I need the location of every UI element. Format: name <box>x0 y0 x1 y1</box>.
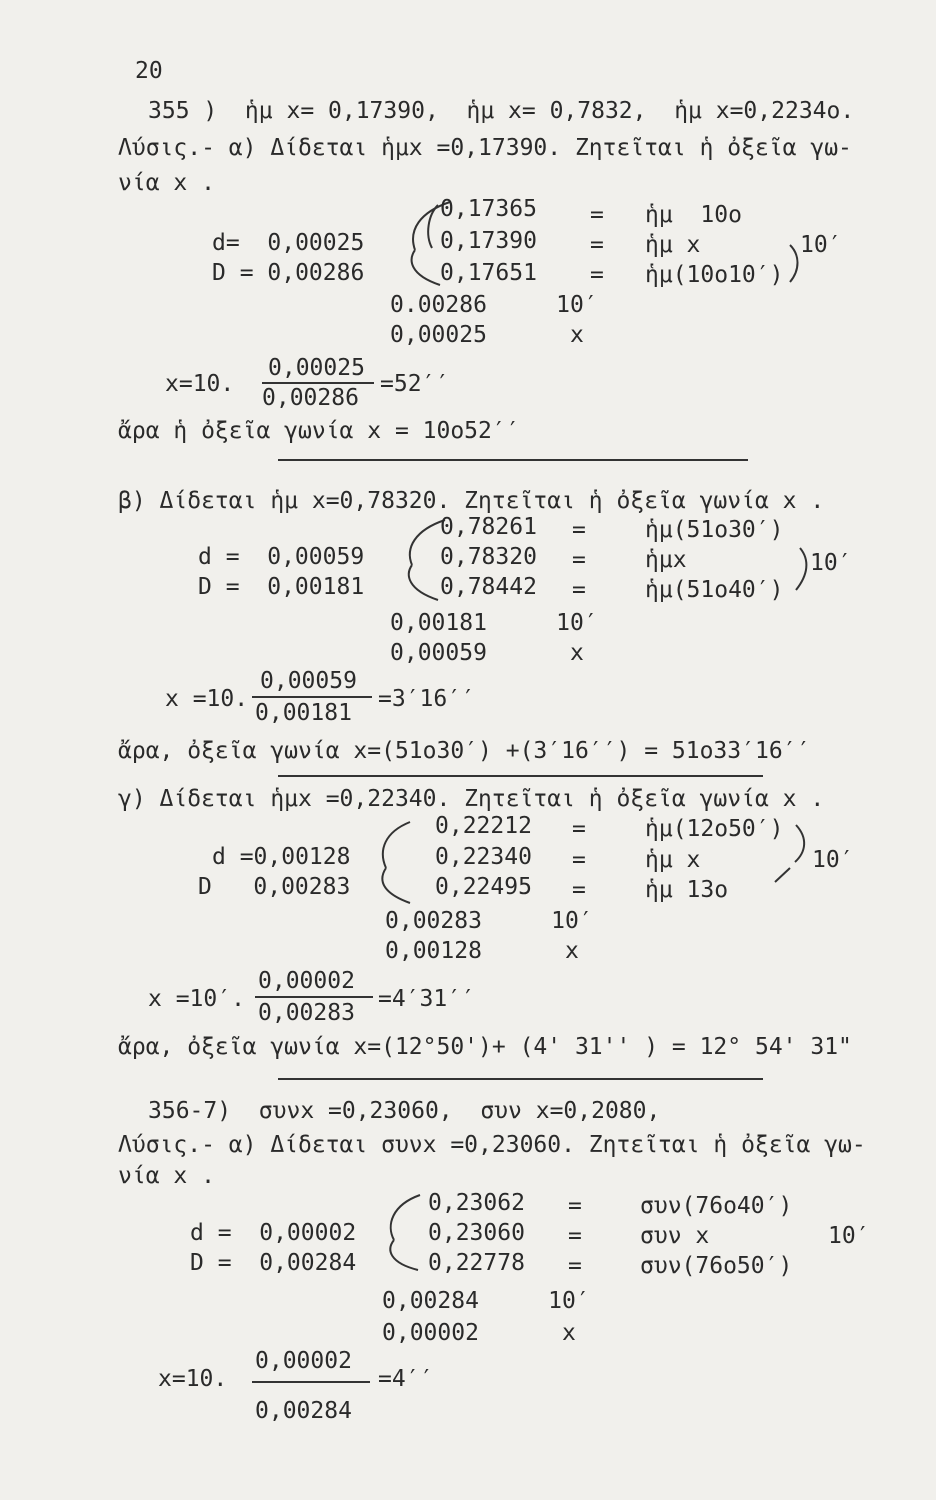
b-conclusion: ἄρα, ὀξεῖα γωνία x=(51ο30′) +(3′16′′) = 51ο33′16′′ <box>118 738 811 764</box>
a-fraction-denominator: 0,00286 <box>262 385 359 411</box>
a-row-1-eq: = <box>590 202 604 228</box>
p356-d-value: d = 0,00002 <box>190 1220 357 1246</box>
p356-row-1-eq: = <box>568 1193 582 1219</box>
a-d-value: d= 0,00025 <box>212 230 365 256</box>
problem-355-heading: 355 ) ἡμ x= 0,17390, ἡμ x= 0,7832, ἡμ x=0,2234ο. <box>148 98 855 124</box>
p356-row-1-value: 0,23062 <box>428 1190 525 1216</box>
problem-355-solution-a: Λύσις.- α) Δίδεται ἡμx =0,17390. Ζητεῖται ἡ ὀξεῖα γω- <box>118 135 852 161</box>
problem-356-solution-a-cont: νία x . <box>118 1163 215 1189</box>
a-row-2-value: 0,17390 <box>440 228 537 254</box>
c-d-value: d =0,00128 <box>212 844 351 870</box>
b-given: β) Δίδεται ἡμ x=0,78320. Ζητεῖται ἡ ὀξεῖα γωνία x . <box>118 488 825 514</box>
a-diff-2: 0,00025 x <box>390 322 584 348</box>
b-fraction-denominator: 0,00181 <box>255 700 352 726</box>
c-D-value: D 0,00283 <box>198 874 351 900</box>
p356-row-2-value: 0,23060 <box>428 1220 525 1246</box>
b-row-3-eq: = <box>572 577 586 603</box>
p356-diff-2: 0,00002 x <box>382 1320 576 1346</box>
b-row-1-value: 0,78261 <box>440 514 537 540</box>
c-row-2-value: 0,22340 <box>435 844 532 870</box>
p356-row-3-value: 0,22778 <box>428 1250 525 1276</box>
a-diff-1: 0.00286 10′ <box>390 292 598 318</box>
a-row-1-fn: ἡμ 10ο <box>645 202 742 228</box>
p356-fraction-numerator: 0,00002 <box>255 1348 352 1374</box>
b-row-1-eq: = <box>572 517 586 543</box>
a-row-1-value: 0,17365 <box>440 196 537 222</box>
a-row-2-eq: = <box>590 232 604 258</box>
a-D-value: D = 0,00286 <box>212 260 365 286</box>
a-row-3-fn: ἡμ(10ο10′) <box>645 262 784 288</box>
problem-356-heading: 356-7) συνx =0,23060, συν x=0,2080, <box>148 1098 661 1124</box>
a-row-3-eq: = <box>590 262 604 288</box>
a-row-2-fn: ἡμ x <box>645 232 701 258</box>
a-conclusion: ἄρα ἡ ὀξεῖα γωνία x = 10ο52′′ <box>118 418 520 444</box>
page-number: 20 <box>135 58 163 84</box>
p356-row-2-eq: = <box>568 1223 582 1249</box>
divider-rule <box>278 459 748 461</box>
p356-D-value: D = 0,00284 <box>190 1250 357 1276</box>
p356-row-3-eq: = <box>568 1253 582 1279</box>
b-interval: 10′ <box>810 550 852 576</box>
c-row-1-fn: ἡμ(12ο50′) <box>645 816 784 842</box>
b-row-3-fn: ἡμ(51ο40′) <box>645 577 784 603</box>
a-interval: 10′ <box>800 232 842 258</box>
p356-interval: 10′ <box>828 1223 870 1249</box>
divider-rule <box>278 775 763 777</box>
problem-356-solution-a: Λύσις.- α) Δίδεται συνx =0,23060. Ζητεῖται ἡ ὀξεῖα γω- <box>118 1132 866 1158</box>
a-x-prefix: x=10. <box>165 371 235 397</box>
b-row-3-value: 0,78442 <box>440 574 537 600</box>
c-row-3-eq: = <box>572 877 586 903</box>
p356-result: =4′′ <box>378 1366 434 1392</box>
c-diff-2: 0,00128 x <box>385 938 579 964</box>
divider-rule <box>278 1078 763 1080</box>
c-row-3-value: 0,22495 <box>435 874 532 900</box>
b-D-value: D = 0,00181 <box>198 574 365 600</box>
a-fraction-bar <box>262 382 374 384</box>
c-diff-1: 0,00283 10′ <box>385 908 593 934</box>
c-row-2-fn: ἡμ x <box>645 847 701 873</box>
b-diff-1: 0,00181 10′ <box>390 610 598 636</box>
b-fraction-numerator: 0,00059 <box>260 668 357 694</box>
c-fraction-denominator: 0,00283 <box>258 1000 355 1026</box>
b-diff-2: 0,00059 x <box>390 640 584 666</box>
b-result: =3′16′′ <box>378 686 475 712</box>
c-fraction-numerator: 0,00002 <box>258 968 355 994</box>
b-row-2-eq: = <box>572 547 586 573</box>
c-given: γ) Δίδεται ἡμx =0,22340. Ζητεῖται ἡ ὀξεῖα γωνία x . <box>118 786 825 812</box>
c-interval: 10′ <box>812 847 854 873</box>
c-x-prefix: x =10′. <box>148 986 245 1012</box>
c-result: =4′31′′ <box>378 986 475 1012</box>
c-conclusion: ἄρα, ὀξεῖα γωνία x=(12°50')+ (4' 31'' ) = 12° 54' 31" <box>118 1034 852 1060</box>
b-row-1-fn: ἡμ(51ο30′) <box>645 517 784 543</box>
p356-x-prefix: x=10. <box>158 1366 228 1392</box>
p356-fraction-bar <box>252 1381 370 1383</box>
a-result: =52′′ <box>380 371 450 397</box>
c-row-3-fn: ἡμ 13ο <box>645 877 729 903</box>
b-row-2-value: 0,78320 <box>440 544 537 570</box>
a-row-3-value: 0,17651 <box>440 260 537 286</box>
c-row-1-value: 0,22212 <box>435 813 532 839</box>
b-d-value: d = 0,00059 <box>198 544 365 570</box>
c-fraction-bar <box>255 996 373 998</box>
problem-355-solution-a-cont: νία x . <box>118 170 215 196</box>
b-x-prefix: x =10. <box>165 686 249 712</box>
b-row-2-fn: ἡμx <box>645 547 687 573</box>
p356-fraction-denominator: 0,00284 <box>255 1398 352 1424</box>
p356-row-3-fn: συν(76ο50′) <box>640 1253 793 1279</box>
p356-row-1-fn: συν(76ο40′) <box>640 1193 793 1219</box>
c-row-2-eq: = <box>572 847 586 873</box>
p356-diff-1: 0,00284 10′ <box>382 1288 590 1314</box>
c-row-1-eq: = <box>572 816 586 842</box>
b-fraction-bar <box>252 696 372 698</box>
p356-row-2-fn: συν x <box>640 1223 710 1249</box>
a-fraction-numerator: 0,00025 <box>268 355 365 381</box>
